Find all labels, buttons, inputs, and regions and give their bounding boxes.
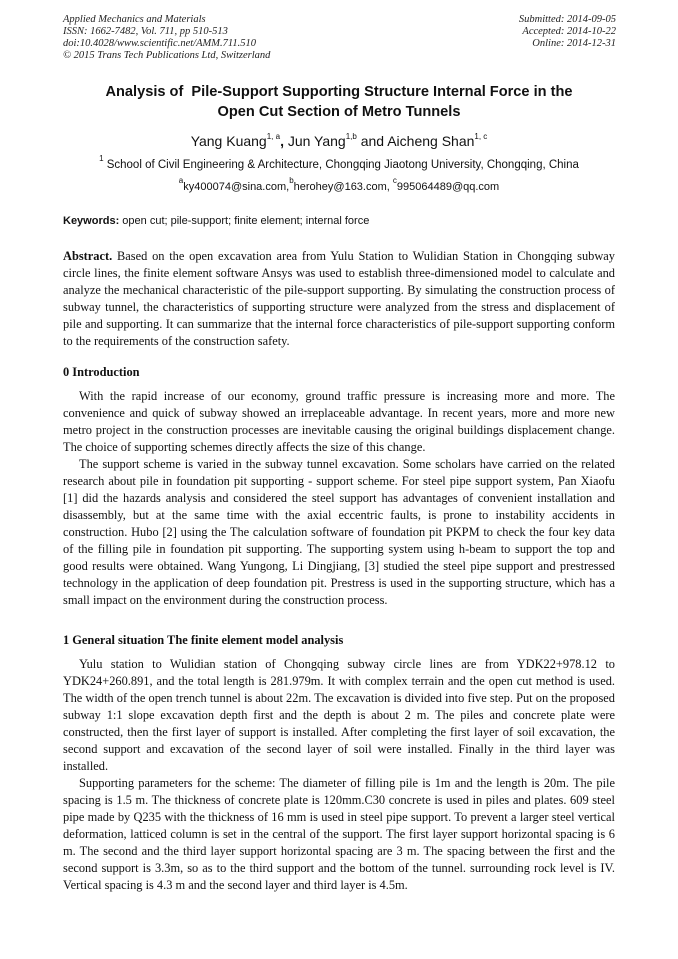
abstract-label: Abstract.	[63, 249, 113, 263]
affiliation-mark: 1	[99, 154, 104, 163]
email-mark: b	[289, 176, 294, 185]
paragraph: Yulu station to Wulidian station of Chongqing subway circle lines are from YDK22+978.12 to YDK24+260.891, and the total length is 281.979m. It with complex terrain and the open cut method is used. The width of the open trench tunnel is about 22m. The excavation is divided into five step. Put on the proposed subway 1:1 slope excavation depth first and the depth is about 2 m. The piles and concrete plate were constructed, then the first layer of support is installed. After completing the first layer of soil excavation, the second support and excavation of the second layer of soil were installed. Finally in the third layer was installed.	[63, 657, 615, 773]
title-line-1: Analysis of Pile-Support Supporting Structure Internal Force in the	[105, 84, 573, 100]
paragraph: With the rapid increase of our economy, ground traffic pressure is increasing more and more. The convenience and quick of subway showed an irreplaceable advantage. In recent years, more and more new metro project in the construction processes are inevitable causing the original buildings displacement change. The choice of supporting schemes directly affects the size of this change.	[63, 389, 615, 454]
submission-dates	[519, 14, 616, 50]
author-name: Aicheng Shan	[387, 133, 475, 149]
journal-info	[63, 14, 270, 62]
paper-title	[63, 82, 615, 122]
accepted-date: Accepted: 2014-10-22	[522, 26, 616, 37]
journal-name: Applied Mechanics and Materials	[63, 14, 206, 25]
author-emails	[63, 176, 615, 195]
online-date: Online: 2014-12-31	[532, 38, 616, 49]
affiliation-text: School of Civil Engineering & Architecture, Chongqing Jiaotong University, Chongqing, China	[103, 159, 579, 171]
email-link[interactable]: 995064489@qq.com	[396, 181, 500, 193]
paragraph: Supporting parameters for the scheme: The diameter of filling pile is 1m and the length is 20m. The pile spacing is 1.5 m. The thickness of concrete plate is 120mm.C30 concrete is used in piles and plates. 609 steel pipe made by Q235 with the thickness of 16 mm is used in steel pipe support. To prevent a larger steel vertical deformation, latticed column is set in the central of the support. The first layer support horizontal spacing is 6 m. The second and the third layer support horizontal spacing are 3 m. The spacing between the first and the second support is 3.3m, so as to the third support and the bottom of the tunnel. surrounding rock level is IV. Vertical spacing is 4.3 m and the second layer and third layer is 4.5m.	[63, 776, 615, 892]
abstract	[63, 248, 615, 350]
general-situation-section	[63, 656, 615, 894]
keywords-label: Keywords:	[63, 215, 120, 227]
email-link[interactable]: herohey@163.com,	[293, 181, 393, 193]
introduction-section	[63, 388, 615, 609]
copyright: © 2015 Trans Tech Publications Ltd, Switzerland	[63, 50, 271, 61]
keywords	[63, 213, 615, 229]
issn-volume: ISSN: 1662-7482, Vol. 711, pp 510-513	[63, 26, 228, 37]
author-name: Jun Yang	[287, 133, 346, 149]
section-heading-general-situation: 1 General situation The finite element model analysis	[63, 633, 344, 647]
doi[interactable]: doi:10.4028/www.scientific.net/AMM.711.510	[63, 38, 256, 49]
author-affiliation-mark: 1, c	[474, 132, 488, 141]
affiliation	[63, 154, 615, 173]
author-separator: and	[356, 133, 388, 149]
email-link[interactable]: ky400074@sina.com,	[183, 181, 290, 193]
author-affiliation-mark: 1,b	[345, 132, 357, 141]
email-mark: a	[178, 176, 184, 185]
author-list	[63, 131, 615, 151]
email-mark: c	[392, 176, 397, 185]
title-line-2: Open Cut Section of Metro Tunnels	[217, 104, 461, 120]
abstract-text: Based on the open excavation area from Yulu Station to Wulidian Station in Chongqing subway circle lines, the finite element software Ansys was used to establish three-dimensioned model to calculate and analyze the mechanical characteristic of the pile-support supporting. By simulating the construction process of subway tunnel, the characteristics of supporting structure were analyzed from the stress and displacement of pile and supporting. It can summarize that the internal force characteristics of pile-support supporting conform to the requirements of the construction safety.	[63, 249, 615, 348]
keywords-text: open cut; pile-support; finite element; internal force	[119, 215, 370, 227]
author-affiliation-mark: 1, a	[266, 132, 281, 141]
section-heading-introduction: 0 Introduction	[63, 365, 140, 379]
author-name: Yang Kuang	[190, 133, 267, 149]
author-separator: ,	[280, 133, 288, 149]
submitted-date: Submitted: 2014-09-05	[518, 14, 616, 25]
paragraph: The support scheme is varied in the subway tunnel excavation. Some scholars have carried on the related research about pile in foundation pit supporting - support scheme. For steel pipe support system, Pan Xiaofu [1] did the hazards analysis and considered the steel support has advantages of convenient installation and disassembly, but at the same time with the axial eccentric faults, is prone to instability accidents in construction. Hubo [2] using the The calculation software of foundation pit PKPM to check the four key data of the filling pile in foundation pit supporting. The supporting system using h-beam to support the top and good results were obtained. Wang Yungong, Li Dingjiang, [3] studied the steel pipe support and prestressed technology in the application of deep foundation pit. Prestress is used in the supporting structure, which has a small impact on the environment during the construction process.	[63, 457, 615, 607]
